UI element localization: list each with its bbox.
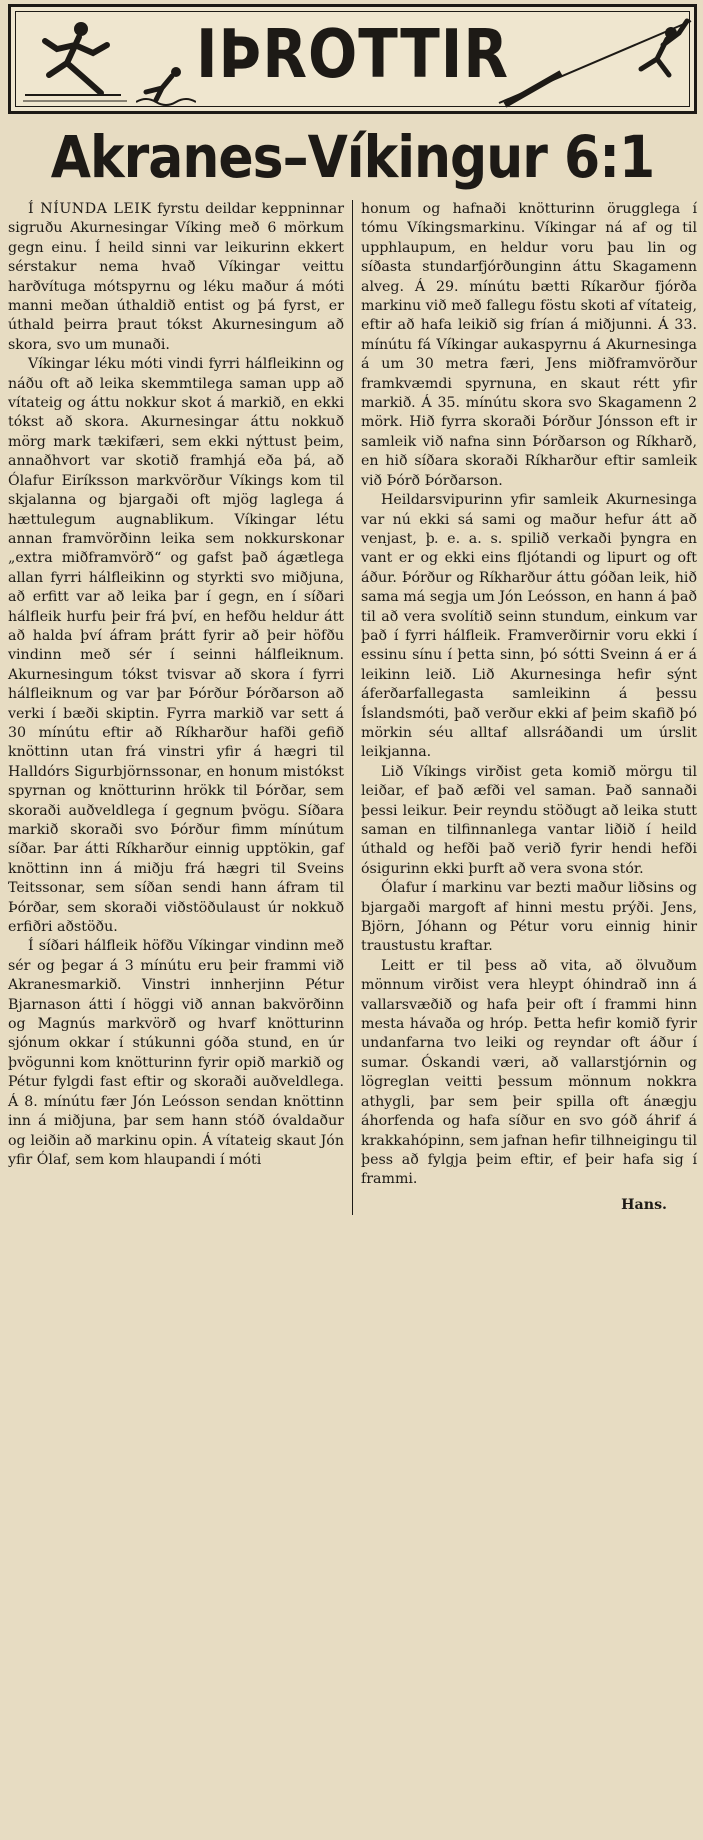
author-signature: Hans. [621, 1196, 667, 1213]
article-paragraph [361, 491, 697, 763]
paragraph-text: Ólafur í markinu var bezti maður liðsins og bjargaði margoft af hinni mestu prýði. Jens, Björn, Jóhann og Pétur voru einnig hinir traustustu kraftar. [361, 880, 697, 955]
paragraph-text: Í síðari hálfleik höfðu Víkingar vindinn með sér og þegar á 3 mínútu eru þeir frammi við Akranesmarkið. Vinstri innherjinn Pétur Bjarnason átti í höggi við annan bakvörðinn og Magnús markvörð og hvarf knötturinn sjónum okkar í stúkunni góða stund, en úr þvögunni kom knötturinn fyrir opið markið og Pétur fylgdi fast eftir og skoraði auðveldlega. Á 8. mínútu fær Jón Leósson sendan knöttinn inn á miðjuna, þar sem hann stóð óvaldaður og leiðin að markinu opin. Á vítateig skaut Jón yfir Ólaf, sem kom hlaupandi í móti [8, 938, 344, 1168]
column-right [361, 200, 697, 1215]
article-paragraph [361, 879, 697, 957]
article-paragraph [8, 937, 344, 1170]
paragraph-text: Leitt er til þess að vita, að ölvuðum mönnum virðist vera hleypt óhindrað inn á vallarsvæðið og hafa þeir oft í frammi hinn mesta hávaða og hróp. Þetta hefir komið fyrir undanfarna tvo leiki og reyndar oft áður í sumar. Óskandi væri, að vallarstjórnin og lögreglan veitti þessum mönnum nokkra athygli, þar sem þeir spilla oft ánægju áhorfenda og hafa síður en svo góð áhrif á krakkahópinn, sem jafnan hefir tilhneigingu til þess að fylgja þeim eftir, ef þeir hafa sig í frammi. [361, 957, 697, 1188]
paragraph-text: Lið Víkings virðist geta komið mörgu til leiðar, ef það æfði vel saman. Það sannaði þessi leikur. Þeir reyndu stöðugt að leika stutt saman en tilfinnanlega vantar liðið í heild úthald og hefði það verið fyrir hendi hefði ósigurinn ekki þurft að vera svona stór. [361, 763, 697, 877]
column-divider [352, 200, 353, 1215]
paragraph-text: Víkingar léku móti vindi fyrri hálfleikinn og náðu oft að leika skemmtilega saman upp að vítateig og áttu nokkur skot á markið, en ekki tókst að skora. Akurnesingar áttu nokkuð mörg mark tækifæri, sem ekki nýttust þeim, annaðhvort var skotið framhjá eða þá, að Ólafur Eiríksson markvörður Víkings kom til skjalanna og bjargaði oft mjög laglega á hættulegum augnablikum. Víkingar létu annan framvörðinn leika sem nokkurskonar „extra miðframvörð“ og gafst það ágætlega allan fyrri hálfleikinn og styrkti svo miðjuna, að erfitt var að leika þar í gegn, en í síðari hálfleik hurfu þeir frá því, en hefðu heldur átt að halda því áfram þrátt fyrir að þeir höfðu vindinn með sér í seinni hálfleiknum. Akurnesingum tókst tvisvar að skora í fyrri hálfleiknum og var þar Þórður Þórðarson að verki í bæði skiptin. Fyrra markið var sett á 30 mínútu eftir að Ríkharður hafði gefið knöttinn utan frá vinstri yfir á hægri til Halldórs Sigurbjörnssonar, en honum mistókst spyrnan og knötturinn hrökk til Þórðar, sem skoraði auðveldlega í gegnum þvögu. Síðara markið skoraði svo Þórður fimm mínútum síðar. Þar átti Ríkharður einnig upptökin, gaf knöttinn inn á miðju frá hægri til Sveins Teitssonar, sem síðan sendi hann áfram til Þórðar, sem skoraði viðstöðulaust úr nokkuð erfiðri aðstöðu. [8, 356, 344, 936]
paragraph-text: Heildarsvipurinn yfir samleik Akurnesinga var nú ekki sá sami og maður hefur átt að venjast, þ. e. a. s. spilið verkaði þyngra en vant er og ekki eins fljótandi og lipurt og oft áður. Þórður og Ríkharður áttu góðan leik, hið sama má segja um Jón Leósson, en hann á það til að vera svolítið seinn stundum, einkum var það í fyrri hálfleik. Framverðirnir voru ekki í essinu sínu í þetta sinn, þó sótti Sveinn á er á leikinn leið. Lið Akurnesinga hefir sýnt áferðarfallegasta samleikinn á þessu Íslandsmóti, það verður ekki af þeim skafið þó mörkin séu alltaf allsráðandi um úrslit leikjanna. [361, 492, 697, 761]
article-paragraph [361, 200, 697, 491]
column-left [8, 200, 344, 1215]
section-banner [8, 4, 697, 114]
section-title: IÞROTTIR [195, 14, 510, 94]
paragraph-text: fyrstu deildar keppninnar sigruðu Akurnesingar Víking með 6 mörkum gegn einu. Í heild sinni var leikurinn ekkert sérstakur nema hvað Víkingar veittu harðvítuga mótspyrnu og léku maður á móti manni meðan úthaldið entist og þá fyrst, er úthald þeirra þraut tókst Akurnesingum að skora, svo um munaði. [8, 201, 344, 353]
article-headline: Akranes–Víkingur 6:1 [50, 124, 655, 192]
article-body [8, 200, 697, 1215]
article-paragraph [8, 355, 344, 937]
article-paragraph [361, 957, 697, 1190]
article-paragraph [361, 763, 697, 879]
article-paragraph [8, 200, 344, 355]
paragraph-text: honum og hafnaði knötturinn örugglega í tómu Víkingsmarkinu. Víkingar ná af og til upphlaupum, en heldur voru þau lin og síðasta stundarfjórðunginn áttu Skagamenn alveg. Á 29. mínútu bætti Ríkarður fjórða markinu við með fallegu föstu skoti af vítateig, eftir að hafa leikið sig frían á miðjunni. Á 33. mínútu fá Víkingar aukaspyrnu á Akurnesinga á um 30 metra færi, Jens miðframvörður framkvæmdi spyrnuna, en skaut rétt yfir markið. Á 35. mínútu skora svo Skagamenn 2 mörk. Hið fyrra skoraði Þórður Jónsson eft ir samleik við nafna sinn Þórðarson og Ríkharð, en hið síðara skoraði Ríkharður eftir samleik við Þórð Þórðarson. [361, 201, 697, 489]
lead-in: Í NÍUNDA LEIK [28, 201, 152, 217]
